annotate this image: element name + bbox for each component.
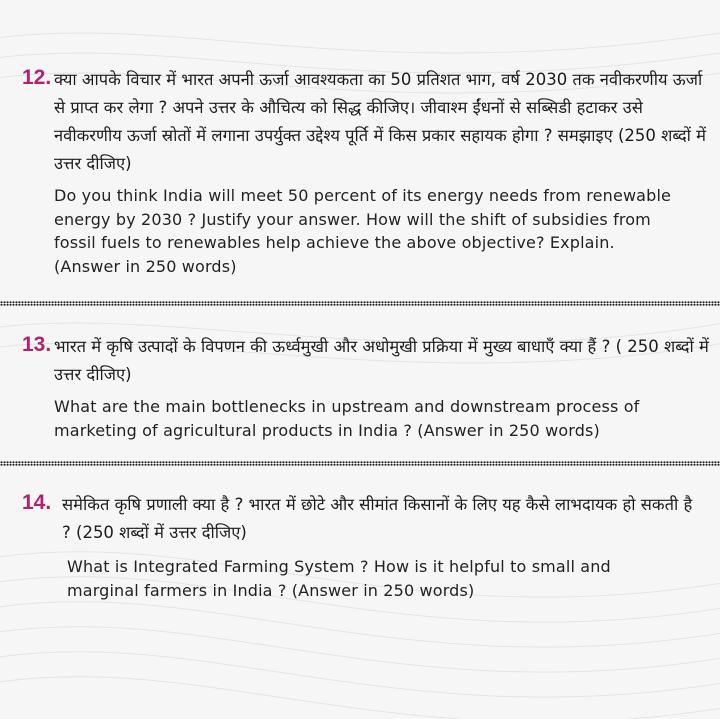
- question-13: [22, 333, 712, 442]
- question-number: 12.: [22, 66, 52, 89]
- dotted-separator: [0, 301, 720, 306]
- question-english-text: Do you think India will meet 50 percent of its energy needs from renewable energy by 2030 ? Justify your answer. How will the shift of subsidies from fossil fuels to renewables help achieve the above objective? Explain. (Answer in 250 words): [54, 186, 672, 276]
- question-english-text: What is Integrated Farming System ? How is it helpful to small and marginal farmers in India ? (Answer in 250 words): [67, 557, 611, 600]
- question-number: 14.: [22, 491, 52, 514]
- question-number: 13.: [22, 333, 52, 356]
- question-hindi-text: क्या आपके विचार में भारत अपनी ऊर्जा आवश्यकता का 50 प्रतिशत भाग, वर्ष 2030 तक नवीकरणीय ऊर्जा से प्राप्त कर लेगा ? अपने उत्तर के औचित्य को सिद्ध कीजिए। जीवाश्म ईंधनों से सब्सिडी हटाकर उसे नवीकरणीय ऊर्जा स्रोतों में लगाना उपर्युक्त उद्देश्य पूर्ति में किस प्रकार सहायक होगा ? समझाइए (250 शब्दों में उत्तर दीजिए): [54, 70, 707, 173]
- question-12: [22, 66, 712, 278]
- question-hindi-text: समेकित कृषि प्रणाली क्या है ? भारत में छोटे और सीमांत किसानों के लिए यह कैसे लाभदायक हो सकती है ? (250 शब्दों में उत्तर दीजिए): [62, 495, 693, 542]
- question-english-text: What are the main bottlenecks in upstream and downstream process of marketing of agricultural products in India ? (Answer in 250 words): [54, 397, 640, 440]
- dotted-separator: [0, 461, 720, 466]
- question-14: [22, 491, 712, 602]
- question-hindi-text: भारत में कृषि उत्पादों के विपणन की ऊर्ध्वमुखी और अधोमुखी प्रक्रिया में मुख्य बाधाएँ क्या हैं ? ( 250 शब्दों में उत्तर दीजिए): [54, 337, 709, 384]
